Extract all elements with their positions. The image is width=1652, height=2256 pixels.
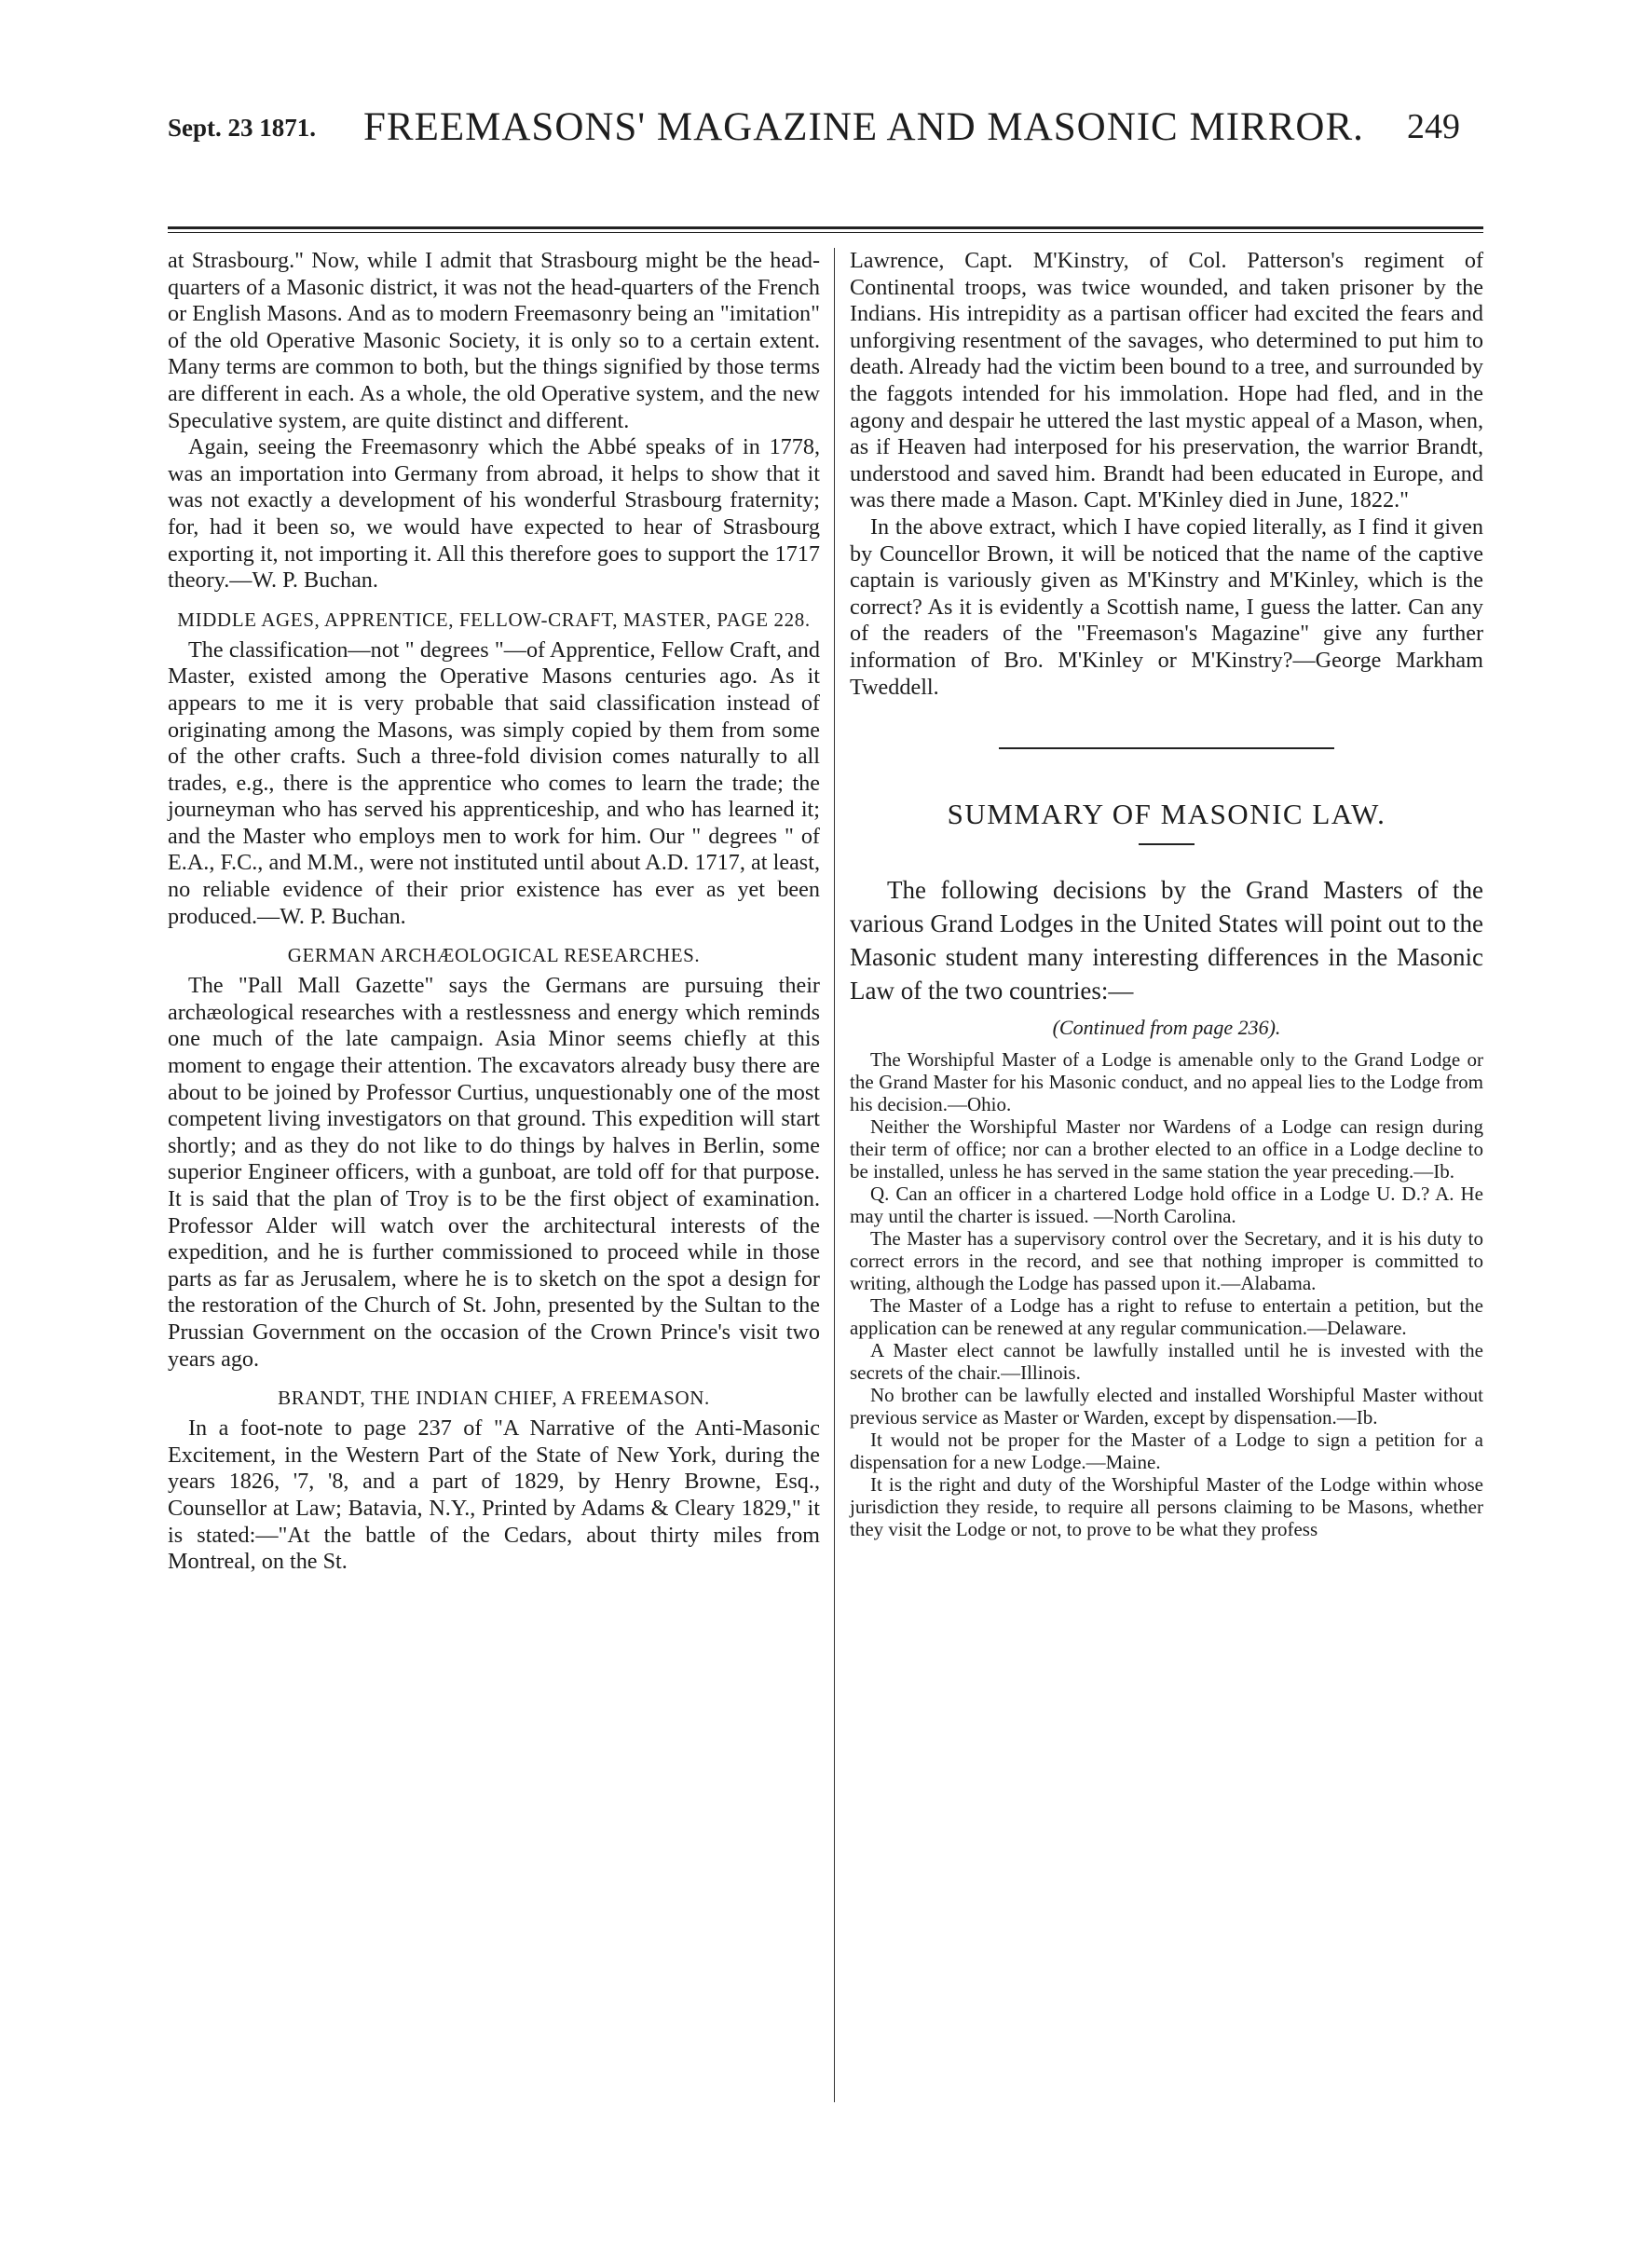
page-number: 249 — [1407, 107, 1460, 146]
law-decisions — [850, 1048, 1483, 1540]
article-paragraph: In a foot-note to page 237 of "A Narrative of the Anti-Masonic Excitement, in the Western Part of the State of New York, during the years 1826, '7, '8, and a part of 1829, by Henry Browne, Esq., Counsellor at Law; Batavia, N.Y., Printed by Adams & Cleary 1829," it is stated:—"At the battle of the Cedars, about thirty miles from Montreal, on the St. — [168, 1415, 820, 1575]
header-date: Sept. 23 1871. — [168, 114, 317, 142]
article-paragraph: The "Pall Mall Gazette" says the Germans are pursuing their archæological researches with a restlessness and energy which reminds one much of the late campaign. Asia Minor seems chiefly at this moment to engage their attention. The excavators already busy there are about to be joined by Professor Curtius, unquestionably one of the most competent living investigators on that ground. This expedition will start shortly; and as they do not like to do things by halves in Berlin, some superior Engineer officers, with a gunboat, are told off for that purpose. It is said that the plan of Troy is to be the first object of examination. Professor Alder will watch over the architectural interests of the expedition, and he is further commissioned to proceed while in those parts as far as Jerusalem, where he is to sketch on the spot a design for the restoration of the Church of St. John, presented by the Sultan to the Prussian Government on the occasion of the Crown Prince's visit two years ago. — [168, 973, 820, 1372]
section-title: SUMMARY OF MASONIC LAW. — [947, 798, 1386, 831]
article-paragraph: In the above extract, which I have copied literally, as I find it given by Councellor Brown, it will be noticed that the name of the captive captain is variously given as M'Kinstry and M'Kinley, which is the correct? As it is evidently a Scottish name, I guess the latter. Can any of the readers of the "Freemason's Magazine" give any further information of Bro. M'Kinley or M'Kinstry?—George Markham Tweddell. — [850, 513, 1483, 700]
law-item: A Master elect cannot be lawfully installed until he is invested with the secrets of the chair.—Illinois. — [850, 1339, 1483, 1385]
law-item: The Worshipful Master of a Lodge is amenable only to the Grand Lodge or the Grand Master for his Masonic conduct, and no appeal lies to the Lodge from his decision.—Ohio. — [850, 1048, 1483, 1116]
law-item: No brother can be lawfully elected and installed Worshipful Master without previous service as Master or Warden, except by dispensation.—Ib. — [850, 1384, 1483, 1429]
section-heading: BRANDT, THE INDIAN CHIEF, A FREEMASON. — [278, 1387, 710, 1410]
law-item: Neither the Worshipful Master nor Wardens of a Lodge can resign during their term of office; nor can a brother elected to an office in a Lodge decline to be installed, unless he has served in the same station the year preceding.—Ib. — [850, 1115, 1483, 1183]
law-item: The Master has a supervisory control over the Secretary, and it is his duty to correct errors in the record, and see that nothing improper is committed to writing, although the Lodge has passed upon it.—Alabama. — [850, 1227, 1483, 1295]
page-header — [0, 104, 1652, 177]
left-column — [168, 248, 820, 1576]
article-paragraph: Again, seeing the Freemasonry which the Abbé speaks of in 1778, was an importation into Germany from abroad, it helps to show that it was not exactly a development of his wonderful Strasbourg fraternity; for, had it been so, we would have expected to hear of Strasbourg exporting it, not importing it. All this therefore goes to support the 1717 theory.—W. P. Buchan. — [168, 434, 820, 594]
section-heading: MIDDLE AGES, APPRENTICE, FELLOW-CRAFT, MASTER, PAGE 228. — [177, 608, 811, 631]
law-item: It would not be proper for the Master of a Lodge to sign a petition for a dispensation for a new Lodge.—Maine. — [850, 1429, 1483, 1474]
column-divider — [834, 248, 835, 2102]
header-rule-thin — [168, 232, 1483, 233]
header-title: FREEMASONS' MAGAZINE AND MASONIC MIRROR. — [363, 105, 1364, 149]
section-heading: GERMAN ARCHÆOLOGICAL RESEARCHES. — [287, 944, 701, 967]
law-item: Q. Can an officer in a chartered Lodge hold office in a Lodge U. D.? A. He may until the charter is issued. —North Carolina. — [850, 1183, 1483, 1228]
law-item: It is the right and duty of the Worshipful Master of the Lodge within whose jurisdiction they reside, to require all persons claiming to be Masons, whether they visit the Lodge or not, to prove to be what they profess — [850, 1473, 1483, 1541]
continued-note: (Continued from page 236). — [1052, 1015, 1281, 1039]
section-separator — [999, 747, 1334, 749]
article-paragraph: at Strasbourg." Now, while I admit that Strasbourg might be the head-quarters of a Masonic district, it was not the head-quarters of the French or English Masons. And as to modern Freemasonry being an "imitation" of the old Operative Masonic Society, it is only so to a certain extent. Many terms are common to both, but the things signified by those terms are different in each. As a whole, the old Operative system, and the new Speculative system, are quite distinct and different. — [168, 248, 820, 433]
law-item: The Master of a Lodge has a right to refuse to entertain a petition, but the application can be renewed at any regular communication.—Delaware. — [850, 1294, 1483, 1340]
article-paragraph: The classification—not " degrees "—of Apprentice, Fellow Craft, and Master, existed among the Operative Masons centuries ago. As it appears to me it is very probable that said classification instead of originating among the Masons, was simply copied by them from some of the other crafts. Such a three-fold division comes naturally to all trades, e.g., there is the apprentice who comes to learn the trade; the journeyman who has served his apprenticeship, and who has learned it; and the Master who employs men to work for him. Our " degrees " of E.A., F.C., and M.M., were not instituted until about A.D. 1717, at least, no reliable evidence of their prior existence has ever as yet been produced.—W. P. Buchan. — [168, 636, 820, 929]
article-paragraph: Lawrence, Capt. M'Kinstry, of Col. Patterson's regiment of Continental troops, was twice wounded, and taken prisoner by the Indians. His intrepidity as a partisan officer had excited the fears and unforgiving resentment of the savages, who determined to put him to death. Already had the victim been bound to a tree, and surrounded by the faggots intended for his immolation. Hope had fled, and in the agony and despair he uttered the last mystic appeal of a Mason, when, as if Heaven had interposed for his preservation, the warrior Brandt, understood and saved him. Brandt had been educated in Europe, and was there made a Mason. Capt. M'Kinley died in June, 1822." — [850, 248, 1483, 513]
header-rule-thick — [168, 226, 1483, 229]
title-rule — [1139, 843, 1195, 845]
right-column — [850, 248, 1483, 1540]
intro-paragraph: The following decisions by the Grand Masters of the various Grand Lodges in the United States will point out to the Masonic student many interesting differences in the Masonic Law of the two countries:— — [850, 875, 1483, 1005]
